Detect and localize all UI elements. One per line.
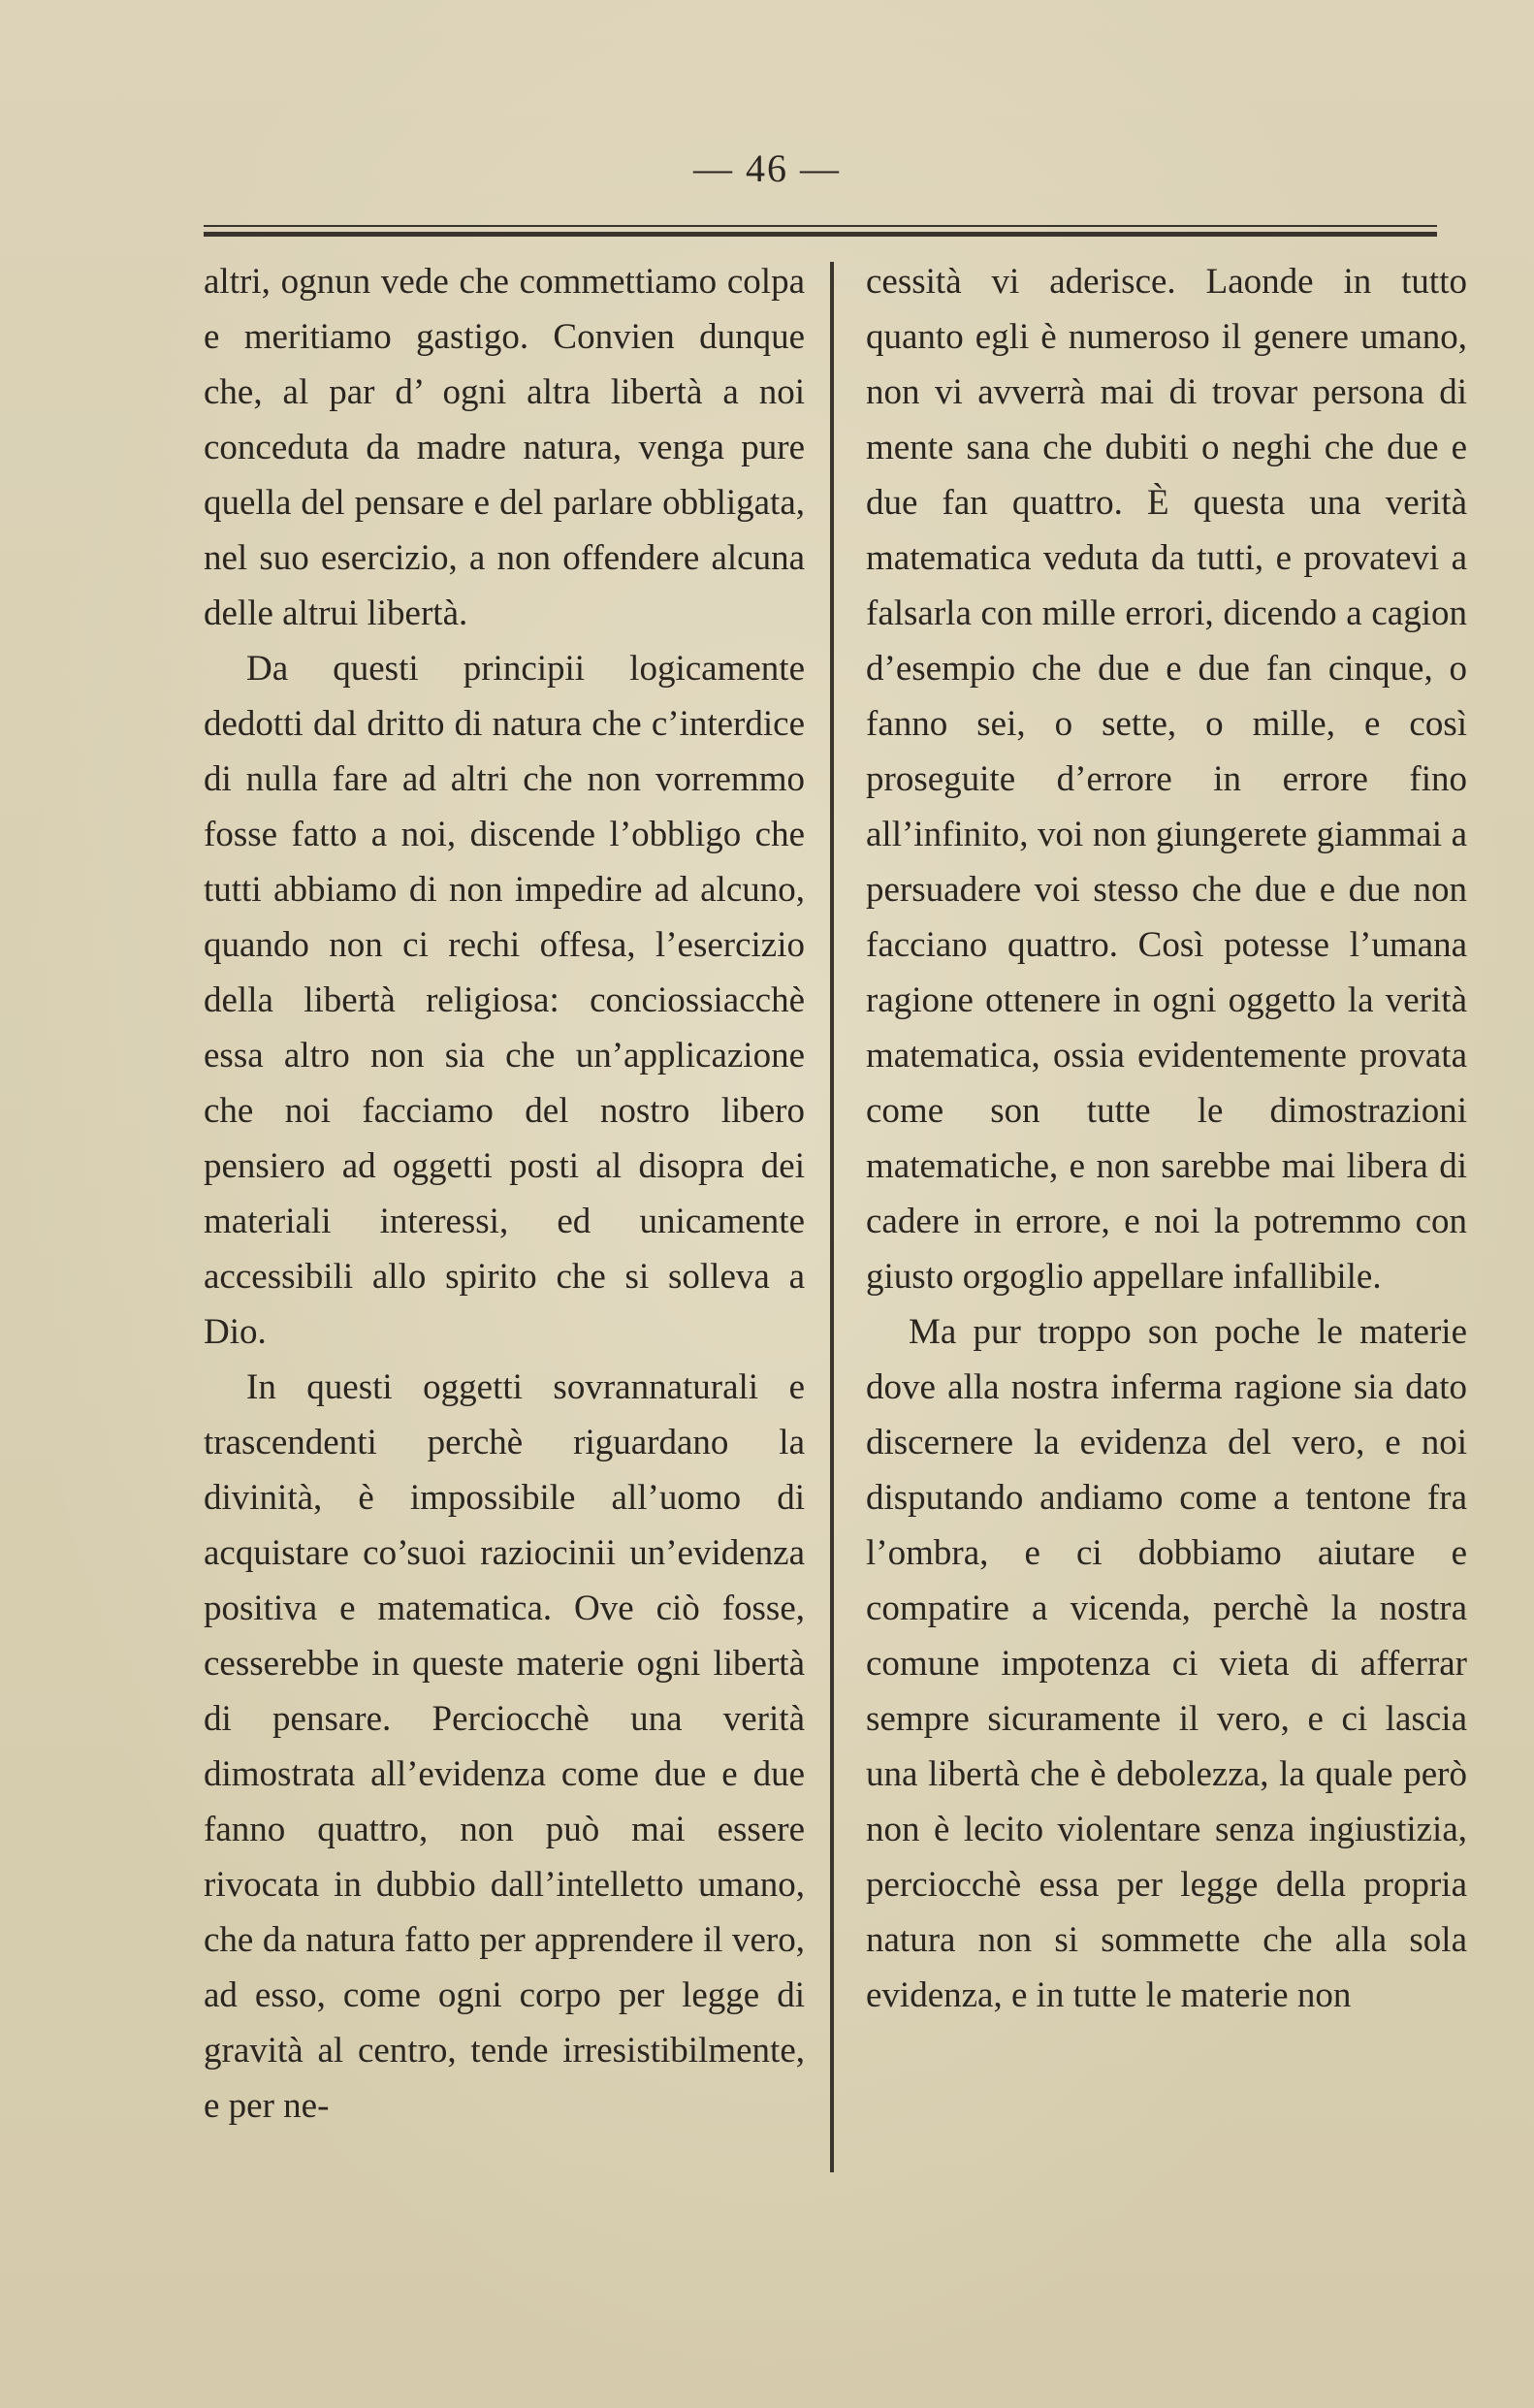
page-number: — 46 — (693, 146, 841, 190)
left-paragraph-3: In questi oggetti sovrannaturali e trascendenti perchè riguardano la divinità, è impossibile all’uomo di acquistare co’suoi raziocinii un’evidenza positiva e matematica. Ove ciò fosse, cesserebbe in queste materie ogni libertà di pensare. Perciocchè una verità dimostrata all’evidenza come due e due fanno quattro, non può mai essere rivocata in dubbio dall’intelletto umano, che da natura fatto per apprendere il vero, ad esso, come ogni corpo per legge di gravità al centro, tende irresistibilmente, e per ne- (204, 1367, 805, 2126)
right-column (866, 254, 1467, 2023)
header-rule-thin (204, 225, 1437, 227)
left-paragraph-1: altri, ognun vede che commettiamo colpa e meritiamo gastigo. Convien dunque che, al par d’ ogni altra libertà a noi conceduta da madre natura, venga pure quella del pensare e del parlare obbligata, nel suo esercizio, a non offendere alcuna delle altrui libertà. (204, 262, 805, 633)
left-column (204, 254, 805, 2134)
right-paragraph-1: cessità vi aderisce. Laonde in tutto quanto egli è numeroso il genere umano, non vi avverrà mai di trovar persona di mente sana che dubiti o neghi che due e due fan quattro. È questa una verità matematica veduta da tutti, e provatevi a falsarla con mille errori, dicendo a cagion d’esempio che due e due fan cinque, o fanno sei, o sette, o mille, e così proseguite d’errore in errore fino all’infinito, voi non giungerete giammai a persuadere voi stesso che due e due non facciano quattro. Così potesse l’umana ragione ottenere in ogni oggetto la verità matematica, ossia evidentemente provata come son tutte le dimostrazioni matematiche, e non sarebbe mai libera di cadere in errore, e noi la potremmo con giusto orgoglio appellare infallibile. (866, 262, 1467, 1297)
left-paragraph-2: Da questi principii logicamente dedotti dal dritto di natura che c’interdice di nulla fare ad altri che non vorremmo fosse fatto a noi, discende l’obbligo che tutti abbiamo di non impedire ad alcuno, quando non ci rechi offesa, l’esercizio della libertà religiosa: conciossiacchè essa altro non sia che un’applicazione che noi facciamo del nostro libero pensiero ad oggetti posti al disopra dei materiali interessi, ed unicamente accessibili allo spirito che si solleva a Dio. (204, 649, 805, 1352)
column-divider (830, 262, 834, 2172)
right-paragraph-2: Ma pur troppo son poche le materie dove alla nostra inferma ragione sia dato discernere la evidenza del vero, e noi disputando andiamo come a tentone fra l’ombra, e ci dobbiamo aiutare e compatire a vicenda, perchè la nostra comune impotenza ci vieta di afferrar sempre sicuramente il vero, e ci lascia una libertà che è debolezza, la quale però non è lecito violentare senza ingiustizia, perciocchè essa per legge della propria natura non si sommette che alla sola evidenza, e in tutte le materie non (866, 1312, 1467, 2015)
header-rule-thick (204, 232, 1437, 237)
